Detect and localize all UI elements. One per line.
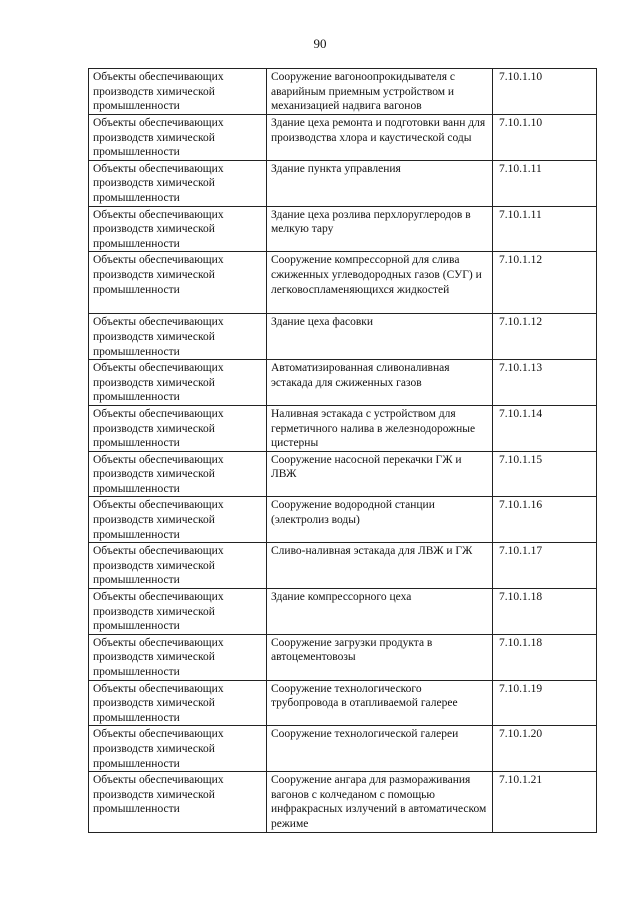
table-row	[89, 115, 597, 161]
code-cell: 7.10.1.12	[493, 252, 597, 314]
category-cell: Объекты обеспечивающих производств химической промышленности	[89, 772, 267, 833]
facility-cell: Здание пункта управления	[267, 160, 493, 206]
category-cell: Объекты обеспечивающих производств химической промышленности	[89, 115, 267, 161]
code-cell: 7.10.1.17	[493, 543, 597, 589]
category-cell: Объекты обеспечивающих производств химической промышленности	[89, 680, 267, 726]
table-row	[89, 726, 597, 772]
facility-cell: Здание цеха фасовки	[267, 314, 493, 360]
code-cell: 7.10.1.12	[493, 314, 597, 360]
facility-cell: Сооружение водородной станции (электролиз воды)	[267, 497, 493, 543]
category-cell: Объекты обеспечивающих производств химической промышленности	[89, 405, 267, 451]
category-cell: Объекты обеспечивающих производств химической промышленности	[89, 252, 267, 314]
table-row	[89, 405, 597, 451]
table-row	[89, 314, 597, 360]
table-row	[89, 360, 597, 406]
category-cell: Объекты обеспечивающих производств химической промышленности	[89, 160, 267, 206]
category-cell: Объекты обеспечивающих производств химической промышленности	[89, 497, 267, 543]
facilities-table	[88, 68, 597, 833]
facility-cell: Сооружение загрузки продукта в автоцементовозы	[267, 634, 493, 680]
category-cell: Объекты обеспечивающих производств химической промышленности	[89, 451, 267, 497]
code-cell: 7.10.1.14	[493, 405, 597, 451]
code-cell: 7.10.1.13	[493, 360, 597, 406]
facility-cell: Сооружение технологической галереи	[267, 726, 493, 772]
category-cell: Объекты обеспечивающих производств химической промышленности	[89, 206, 267, 252]
code-cell: 7.10.1.10	[493, 115, 597, 161]
facility-cell: Сооружение технологического трубопровода в отапливаемой галерее	[267, 680, 493, 726]
code-cell: 7.10.1.11	[493, 160, 597, 206]
table-row	[89, 589, 597, 635]
code-cell: 7.10.1.18	[493, 634, 597, 680]
facility-cell: Здание цеха ремонта и подготовки ванн для производства хлора и каустической соды	[267, 115, 493, 161]
table-row	[89, 543, 597, 589]
table-row	[89, 772, 597, 833]
category-cell: Объекты обеспечивающих производств химической промышленности	[89, 69, 267, 115]
table-body	[89, 69, 597, 833]
table-row	[89, 252, 597, 314]
facility-cell: Наливная эстакада с устройством для герметичного налива в железнодорожные цистерны	[267, 405, 493, 451]
code-cell: 7.10.1.18	[493, 589, 597, 635]
code-cell: 7.10.1.16	[493, 497, 597, 543]
table-row	[89, 451, 597, 497]
facility-cell: Сливо-наливная эстакада для ЛВЖ и ГЖ	[267, 543, 493, 589]
facility-cell: Автоматизированная сливоналивная эстакада для сжиженных газов	[267, 360, 493, 406]
code-cell: 7.10.1.15	[493, 451, 597, 497]
category-cell: Объекты обеспечивающих производств химической промышленности	[89, 360, 267, 406]
code-cell: 7.10.1.11	[493, 206, 597, 252]
category-cell: Объекты обеспечивающих производств химической промышленности	[89, 543, 267, 589]
code-cell: 7.10.1.19	[493, 680, 597, 726]
page-number: 90	[313, 36, 327, 51]
category-cell: Объекты обеспечивающих производств химической промышленности	[89, 589, 267, 635]
facility-cell: Сооружение вагоноопрокидывателя с аварийным приемным устройством и механизацией надвига вагонов	[267, 69, 493, 115]
facility-cell: Здание компрессорного цеха	[267, 589, 493, 635]
facility-cell: Сооружение ангара для размораживания вагонов с колчеданом с помощью инфракрасных излучений в автоматическом режиме	[267, 772, 493, 833]
category-cell: Объекты обеспечивающих производств химической промышленности	[89, 314, 267, 360]
category-cell: Объекты обеспечивающих производств химической промышленности	[89, 726, 267, 772]
table-row	[89, 160, 597, 206]
facility-cell: Сооружение насосной перекачки ГЖ и ЛВЖ	[267, 451, 493, 497]
table-row	[89, 634, 597, 680]
table-row	[89, 497, 597, 543]
facility-cell: Здание цеха розлива перхлоруглеродов в мелкую тару	[267, 206, 493, 252]
code-cell: 7.10.1.21	[493, 772, 597, 833]
category-cell: Объекты обеспечивающих производств химической промышленности	[89, 634, 267, 680]
code-cell: 7.10.1.20	[493, 726, 597, 772]
table-row	[89, 69, 597, 115]
table-row	[89, 206, 597, 252]
code-cell: 7.10.1.10	[493, 69, 597, 115]
table-row	[89, 680, 597, 726]
facility-cell: Сооружение компрессорной для слива сжиженных углеводородных газов (СУГ) и легковоспламеняющихся жидкостей	[267, 252, 493, 314]
